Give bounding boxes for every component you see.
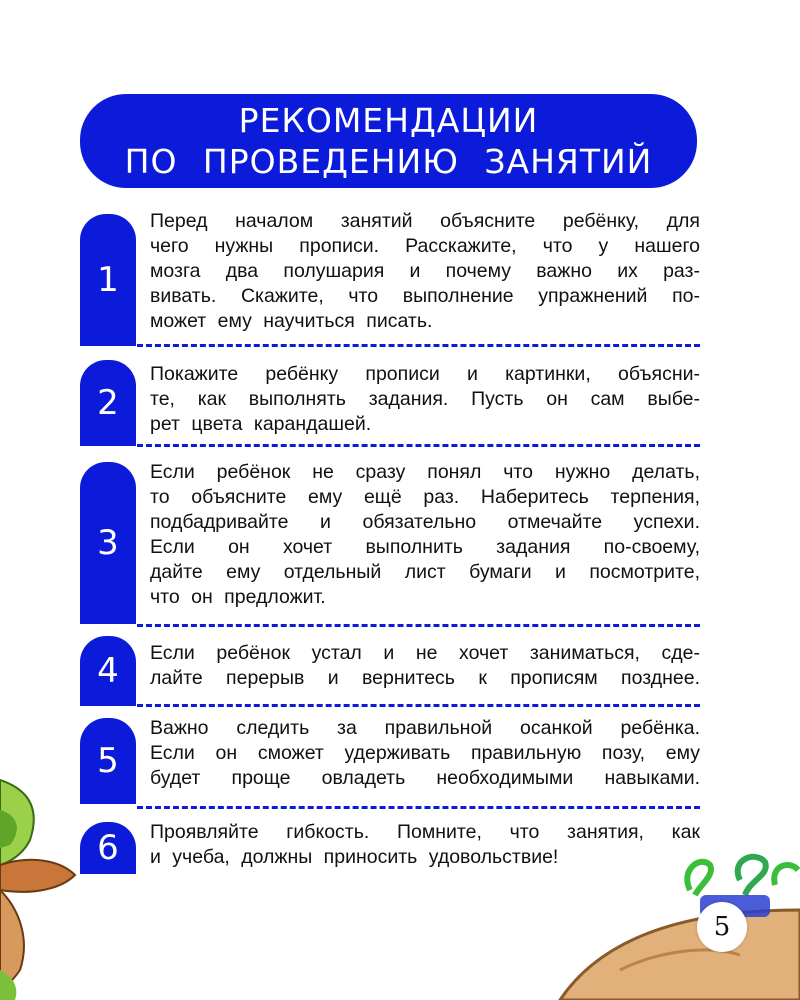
item-text-2 [150,362,700,437]
decorative-mound-illustration [540,850,800,1000]
item-3-line: Если он хочет выполнить задания по-своему, [150,536,700,558]
item-text-5 [150,716,700,791]
item-6-line: и учеба, должны приносить удовольствие! [150,846,559,868]
item-text-3 [150,460,700,610]
item-1-line: чего нужны прописи. Расскажите, что у нашего [150,235,700,257]
page-number: 5 [697,902,747,952]
item-5-line: Если он сможет удерживать правильную позу, ему [150,742,700,764]
item-number-5: 5 [80,718,136,804]
item-4-line: Если ребёнок устал и не хочет заниматься, сде- [150,642,700,664]
item-1-line: может ему научиться писать. [150,310,433,332]
item-number-6: 6 [80,822,136,874]
item-4-line: лайте перерыв и вернитесь к прописям позднее. [150,667,700,689]
section-title-banner [80,94,697,188]
divider [137,624,700,627]
item-1-line: вивать. Скажите, что выполнение упражнений по- [150,285,700,307]
divider [137,344,700,347]
divider [137,806,700,809]
decorative-plant-illustration [0,770,90,1000]
item-2-line: рет цвета карандашей. [150,413,372,435]
item-6-line: Проявляйте гибкость. Помните, что занятия, как [150,821,700,843]
item-2-line: те, как выполнять задания. Пусть он сам выбе- [150,388,700,410]
item-5-line: будет проще овладеть необходимыми навыками. [150,767,700,789]
title-line-2: ПО ПРОВЕДЕНИЮ ЗАНЯТИЙ [124,142,653,181]
item-text-4 [150,641,700,691]
item-3-line: что он предложит. [150,586,326,608]
item-3-line: дайте ему отдельный лист бумаги и посмотрите, [150,561,700,583]
item-1-line: мозга два полушария и почему важно их раз- [150,260,700,282]
item-3-line: Если ребёнок не сразу понял что нужно делать, [150,461,700,483]
item-2-line: Покажите ребёнку прописи и картинки, объясни- [150,363,700,385]
item-number-1: 1 [80,214,136,346]
item-3-line: то объясните ему ещё раз. Наберитесь терпения, [150,486,700,508]
item-number-2: 2 [80,360,136,446]
item-text-1 [150,209,700,334]
item-number-4: 4 [80,636,136,706]
title-line-1: РЕКОМЕНДАЦИИ [238,101,539,140]
item-5-line: Важно следить за правильной осанкой ребёнка. [150,717,700,739]
item-1-line: Перед началом занятий объясните ребёнку, для [150,210,700,232]
item-3-line: подбадривайте и обязательно отмечайте успехи. [150,511,700,533]
item-number-3: 3 [80,462,136,624]
divider [137,704,700,707]
divider [137,444,700,447]
